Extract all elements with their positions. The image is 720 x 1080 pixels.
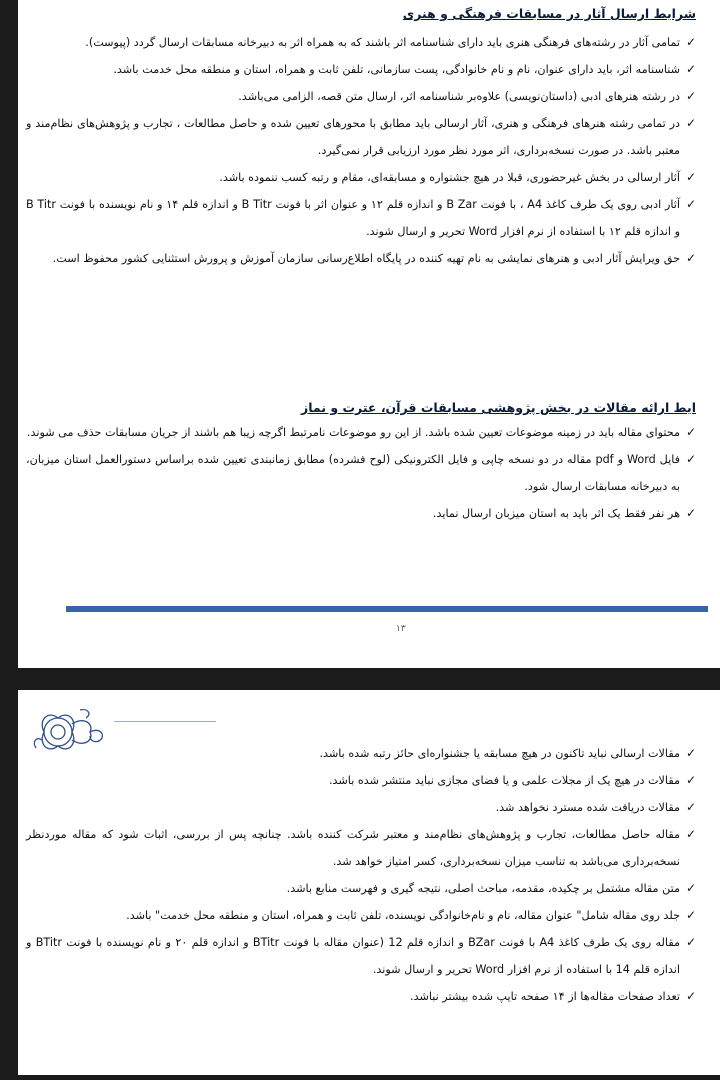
list-item: ✓ محتوای مقاله باید در زمینه موضوعات تعیین شده باشد. از این رو موضوعات نامرتبط اگرچه زیبا هم باشند از جریان مسابقات حذف می شوند. [26, 419, 696, 446]
page-edge [708, 690, 720, 1075]
list-item: ✓ هر نفر فقط یک اثر باید به استان میزبان ارسال نماید. [26, 500, 696, 527]
page-number: ۱۳ [396, 624, 406, 634]
list-item: ✓ تمامی آثار در رشته‌های فرهنگی هنری باید دارای شناسنامه اثر باشند که به همراه اثر به دبیرخانه مسابقات ارسال گردد (پیوست). [26, 29, 696, 56]
check-icon: ✓ [685, 827, 696, 841]
list-item: ✓ تعداد صفحات مقاله‌ها از ۱۴ صفحه تایپ شده بیشتر نباشد. [26, 983, 696, 1010]
check-icon: ✓ [685, 746, 696, 760]
art-rules-list [26, 29, 696, 272]
check-icon: ✓ [685, 116, 696, 130]
check-icon: ✓ [685, 89, 696, 103]
check-icon: ✓ [685, 62, 696, 76]
article-rules-list [26, 419, 696, 527]
list-item: ✓ مقاله حاصل مطالعات، تجارب و پژوهش‌های نظام‌مند و معتبر شرکت کننده باشد. چنانچه پس از بررسی، اثبات شود که مقاله موردنظر نسخه‌برداری می‌باشد به تناسب میزان نسخه‌برداری، کسر امتیاز خواهد شد. [26, 821, 696, 875]
section-title-art-submission: شرایط ارسال آثار در مسابقات فرهنگی و هنری [402, 6, 696, 21]
page-edge [708, 0, 720, 668]
list-item: ✓ مقالات دریافت شده مسترد نخواهد شد. [26, 794, 696, 821]
page-divider [66, 606, 708, 612]
check-icon: ✓ [685, 800, 696, 814]
check-icon: ✓ [685, 425, 696, 439]
list-item: ✓ آثار ارسالی در بخش غیرحضوری، قبلا در هیچ جشنواره و مسابقه‌ای، مقام و رتبه کسب ننموده باشد. [26, 164, 696, 191]
check-icon: ✓ [685, 989, 696, 1003]
list-item: ✓ مقالات در هیچ یک از مجلات علمی و یا فضای مجازی نباید منتشر شده باشد. [26, 767, 696, 794]
article-rules-list-continued [26, 740, 696, 1010]
list-item: ✓ شناسنامه اثر، باید دارای عنوان، نام و نام خانوادگی، پست سازمانی، تلفن ثابت و همراه، استان و منطقه محل خدمت باشد. [26, 56, 696, 83]
check-icon: ✓ [685, 251, 696, 265]
section-art-submission [26, 6, 696, 272]
list-item: ✓ مقالات ارسالی نباید تاکنون در هیچ مسابقه یا جشنواره‌ای حائز رتبه شده باشد. [26, 740, 696, 767]
section-article-submission [26, 400, 696, 527]
document-page-13 [18, 0, 708, 668]
list-item: ✓ در تمامی رشته هنرهای فرهنگی و هنری، آثار ارسالی باید مطابق با محورهای تعیین شده و حاصل مطالعات ، تجارب و پژوهش‌های نظام‌مند و معتبر باشد. در صورت نسخه‌برداری، اثر مورد نظر مورد ارزیابی قرار نمی‌گیرد. [26, 110, 696, 164]
document-page-14 [18, 690, 708, 1075]
ornament-line [114, 721, 216, 722]
check-icon: ✓ [685, 506, 696, 520]
check-icon: ✓ [685, 908, 696, 922]
list-item: ✓ متن مقاله مشتمل بر چکیده، مقدمه، مباحث اصلی، نتیجه گیری و فهرست منابع باشد. [26, 875, 696, 902]
check-icon: ✓ [685, 452, 696, 466]
check-icon: ✓ [685, 197, 696, 211]
check-icon: ✓ [685, 935, 696, 949]
check-icon: ✓ [685, 773, 696, 787]
list-item: ✓ فایل Word و pdf مقاله در دو نسخه چاپی و فایل الکترونیکی (لوح فشرده) مطابق زمانبندی تعیین شده براساس دستورالعمل استان میزبان، به دبیرخانه مسابقات ارسال شود. [26, 446, 696, 500]
list-item: ✓ در رشته هنرهای ادبی (داستان‌نویسی) علاوه‌بر شناسنامه اثر، ارسال متن قصه، الزامی می‌باشد. [26, 83, 696, 110]
list-item: ✓ مقاله روی یک طرف کاغذ A4 با فونت BZar و اندازه قلم 12 (عنوان مقاله با فونت BTitr و اندازه قلم ۲۰ و نام نویسنده با فونت BTitr و اندازه قلم 14 با استفاده از نرم افزار Word تحریر و ارسال شوند. [26, 929, 696, 983]
check-icon: ✓ [685, 35, 696, 49]
list-item: ✓ جلد روی مقاله شامل" عنوان مقاله، نام و نام‌خانوادگی نویسنده، تلفن ثابت و همراه، استان و منطقه محل خدمت" باشد. [26, 902, 696, 929]
check-icon: ✓ [685, 170, 696, 184]
check-icon: ✓ [685, 881, 696, 895]
article-rules-continued [26, 740, 696, 1010]
section-title-article-submission: ایط ارائه مقالات در بخش پژوهشی مسابقات قرآن، عترت و نماز [301, 400, 696, 415]
list-item: ✓ حق ویرایش آثار ادبی و هنرهای نمایشی به نام تهیه کننده در پایگاه اطلاع‌رسانی سازمان آموزش و پرورش استثنایی کشور محفوظ است. [26, 245, 696, 272]
list-item: ✓ آثار ادبی روی یک طرف کاغذ A4 ، با فونت B Zar و اندازه قلم ۱۲ و عنوان اثر با فونت B Titr و اندازه قلم ۱۴ و نام نویسنده با فونت B Titr و اندازه قلم ۱۲ با استفاده از نرم افزار Word تحریر و ارسال شوند. [26, 191, 696, 245]
